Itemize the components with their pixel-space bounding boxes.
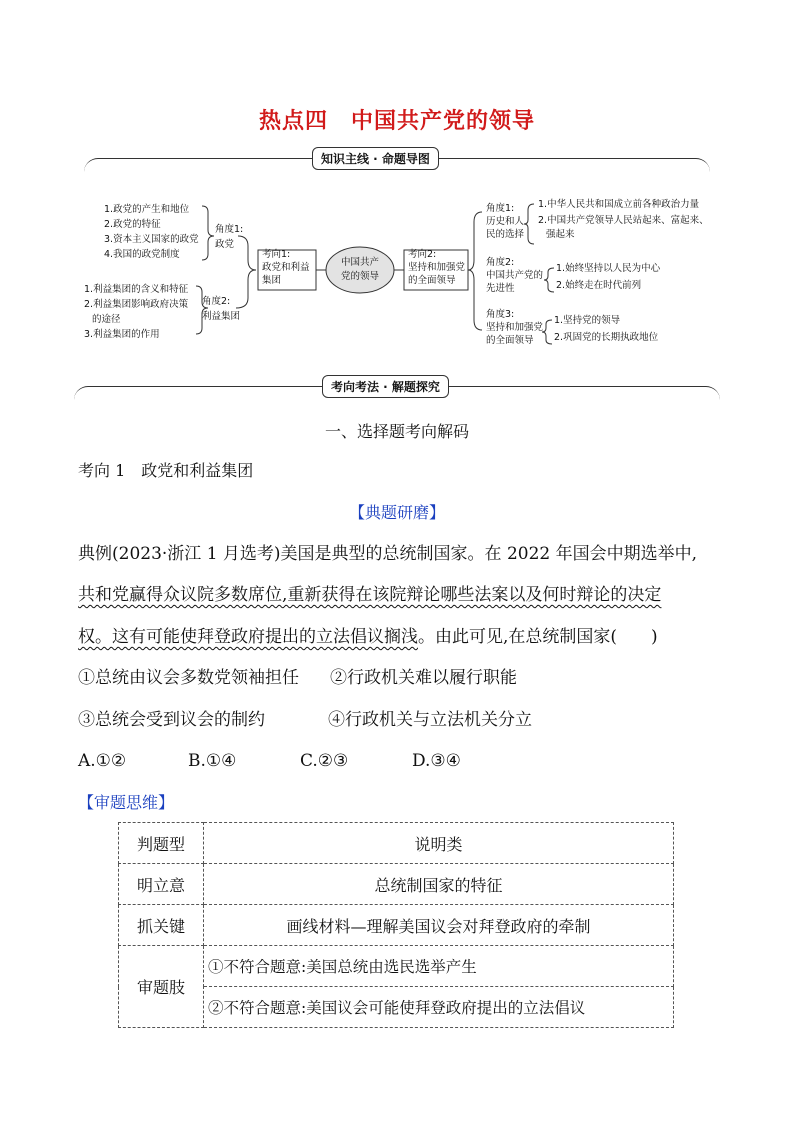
- mindmap-kaoxiang-1: [262, 248, 310, 287]
- mindmap-angle-label: 民的选择: [486, 229, 525, 240]
- banner-method: 考向考法 · 解题探究: [322, 375, 449, 398]
- mindmap-item: 1.坚持党的领导: [554, 315, 621, 326]
- table-cell: ②不符合题意:美国议会可能使拜登政府提出的立法倡议: [204, 987, 674, 1028]
- table-header-cell: 抓关键: [119, 905, 204, 946]
- shenti-label: 【审题思维】: [78, 793, 175, 812]
- mindmap-kaoxiang-2: [408, 248, 465, 287]
- analysis-table: [118, 822, 674, 1028]
- table-row: [119, 905, 674, 946]
- mindmap-item: 2.政党的特征: [104, 219, 161, 230]
- choice-d: D.③④: [412, 751, 461, 771]
- mindmap-angle-label: 角度2:: [202, 296, 231, 307]
- table-row: [119, 823, 674, 864]
- table-cell: 画线材料—理解美国议会对拜登政府的牵制: [204, 905, 674, 946]
- mindmap-right-3-items: [554, 312, 658, 346]
- table-header-cell: 明立意: [119, 864, 204, 905]
- mindmap-angle-1-left: [215, 222, 243, 252]
- question-line-3: [78, 627, 658, 647]
- underlined-text: 权。这有可能使拜登政府提出的立法倡议搁浅: [78, 627, 418, 647]
- mindmap: [0, 190, 794, 350]
- mindmap-angle-label: 角度3:: [486, 309, 515, 320]
- mindmap-item: 2.中国共产党领导人民站起来、富起来、: [538, 215, 709, 226]
- mindmap-angle-label: 角度1:: [215, 224, 244, 235]
- table-cell: ①不符合题意:美国总统由选民选举产生: [204, 946, 674, 987]
- page-title: 热点四 中国共产党的领导: [258, 109, 535, 134]
- mindmap-center-line: 中国共产: [340, 257, 379, 268]
- option-4: ④行政机关与立法机关分立: [328, 710, 532, 730]
- mindmap-box-line: 坚持和加强党: [408, 262, 466, 273]
- mindmap-angle-label: 中国共产党的: [486, 270, 544, 281]
- mindmap-item: 1.利益集团的含义和特征: [84, 284, 189, 295]
- option-1: ①总统由议会多数党领袖担任: [78, 668, 299, 688]
- table-cell: 总统制国家的特征: [204, 864, 674, 905]
- mindmap-angle-label: 坚持和加强党: [486, 322, 544, 333]
- mindmap-item: 强起来: [546, 229, 575, 240]
- question-line-2: 共和党赢得众议院多数席位,重新获得在该院辩论哪些法案以及何时辩论的决定: [78, 585, 662, 605]
- question-tail: 。由此可见,在总统制国家( ): [418, 627, 658, 647]
- mindmap-center: [336, 256, 384, 284]
- mindmap-left-top-items: [104, 202, 199, 262]
- mindmap-angle-2-right: [486, 256, 543, 295]
- mindmap-angle-label: 利益集团: [202, 311, 241, 322]
- section-title: 一、选择题考向解码: [324, 422, 469, 441]
- mindmap-item: 3.资本主义国家的政党: [104, 234, 199, 245]
- option-3: ③总统会受到议会的制约: [78, 710, 265, 730]
- mindmap-angle-label: 角度1:: [486, 203, 515, 214]
- mindmap-item: 2.利益集团影响政府决策: [84, 299, 189, 310]
- question-line-1: 典例(2023·浙江 1 月选考)美国是典型的总统制国家。在 2022 年国会中期选举中,: [78, 544, 698, 564]
- mindmap-box-line: 考向2:: [408, 249, 437, 260]
- mindmap-angle-label: 先进性: [486, 283, 515, 294]
- mindmap-item: 的途径: [92, 314, 121, 325]
- mindmap-item: 1.始终坚持以人民为中心: [556, 263, 661, 274]
- table-cell: 说明类: [204, 823, 674, 864]
- table-header-cell: 审题肢: [119, 946, 204, 1028]
- mindmap-box-line: 集团: [262, 275, 282, 286]
- option-2: ②行政机关难以履行职能: [330, 668, 517, 688]
- mindmap-angle-label: 历史和人: [486, 216, 525, 227]
- choice-c: C.②③: [300, 751, 349, 771]
- dianti-label: 【典题研磨】: [348, 503, 445, 522]
- mindmap-item: 3.利益集团的作用: [84, 329, 160, 340]
- mindmap-item: 2.巩固党的长期执政地位: [554, 332, 659, 343]
- choice-a: A.①②: [78, 751, 127, 771]
- table-row: [119, 864, 674, 905]
- mindmap-box-line: 的全面领导: [408, 275, 456, 286]
- mindmap-right-2-items: [556, 260, 660, 294]
- mindmap-item: 2.始终走在时代前列: [556, 280, 642, 291]
- mindmap-angle-2-left: [202, 294, 240, 324]
- banner-knowledge: 知识主线 · 命题导图: [312, 147, 439, 170]
- mindmap-item: 1.政党的产生和地位: [104, 204, 190, 215]
- kaoxiang-heading: 考向 1 政党和利益集团: [78, 461, 254, 480]
- choice-b: B.①④: [188, 751, 237, 771]
- mindmap-item: 1.中华人民共和国成立前各种政治力量: [538, 199, 700, 210]
- mindmap-box-line: 政党和利益: [262, 262, 310, 273]
- mindmap-angle-1-right: [486, 202, 524, 241]
- table-row: [119, 946, 674, 987]
- mindmap-item: 4.我国的政党制度: [104, 249, 180, 260]
- mindmap-right-1-items: [538, 198, 709, 242]
- mindmap-center-line: 党的领导: [340, 271, 379, 282]
- mindmap-left-bottom-items: [84, 282, 188, 342]
- mindmap-angle-label: 的全面领导: [486, 335, 534, 346]
- mindmap-angle-label: 政党: [215, 239, 235, 250]
- mindmap-angle-label: 角度2:: [486, 257, 515, 268]
- table-header-cell: 判题型: [119, 823, 204, 864]
- mindmap-angle-3-right: [486, 308, 543, 347]
- mindmap-box-line: 考向1:: [262, 249, 291, 260]
